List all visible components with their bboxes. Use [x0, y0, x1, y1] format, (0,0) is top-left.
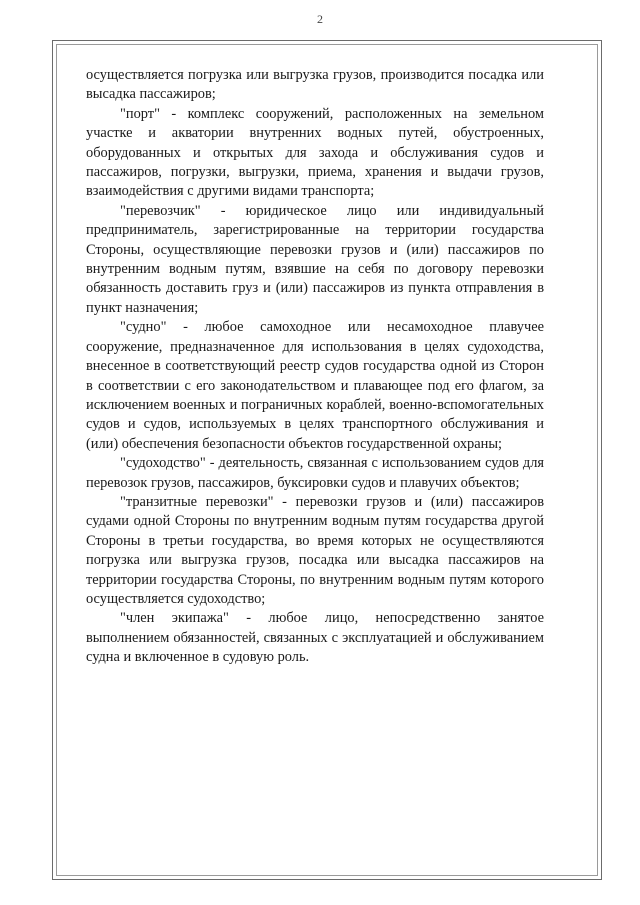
paragraph-definition-vessel: "судно" - любое самоходное или несамоходное плавучее сооружение, предназначенное для использования в целях судоходства, внесенное в соответствующий реестр судов государства одной из Сторон в соответствии с его законодательством и плавающее под его флагом, за исключением военных и пограничных кораблей, военно-вспомогательных судов и судов, используемых в целях транспортного обслуживания и (или) обеспечения безопасности объектов государственной охраны; [86, 319, 544, 452]
paragraph-definition-carrier: "перевозчик" - юридическое лицо или индивидуальный предприниматель, зарегистрированные на территории государства Стороны, осуществляющие перевозки грузов и (или) пассажиров по внутренним водным путям, взявшие на себя по договору перевозки обязанность доставить груз и (или) пассажиров из пункта отправления в пункт назначения; [86, 202, 544, 316]
paragraph-definition-crew-member: "член экипажа" - любое лицо, непосредственно занятое выполнением обязанностей, связанных с эксплуатацией и обслуживанием судна и включенное в судовую роль. [86, 610, 544, 666]
document-body [86, 66, 544, 668]
paragraph-continuation: осуществляется погрузка или выгрузка грузов, производится посадка или высадка пассажиров; [86, 67, 544, 103]
page-number: 2 [317, 12, 323, 26]
paragraph-definition-port: "порт" - комплекс сооружений, расположенных на земельном участке и акватории внутренних водных путей, обустроенных, оборудованных и открытых для захода и обслуживания судов и пассажиров, погрузки, выгрузки, приема, хранения и выдачи грузов, взаимодействия с другими видами транспорта; [86, 105, 544, 200]
paragraph-definition-navigation: "судоходство" - деятельность, связанная с использованием судов для перевозок грузов, пассажиров, буксировки судов и плавучих объектов; [86, 455, 544, 491]
paragraph-definition-transit: "транзитные перевозки" - перевозки грузов и (или) пассажиров судами одной Стороны по внутренним водным путям государства другой Стороны в третьи государства, во время которых не осуществляются погрузка или выгрузка грузов, посадка или высадка пассажиров на территории государства Стороны, по внутренним водным путям которого осуществляется судоходство; [86, 493, 544, 607]
